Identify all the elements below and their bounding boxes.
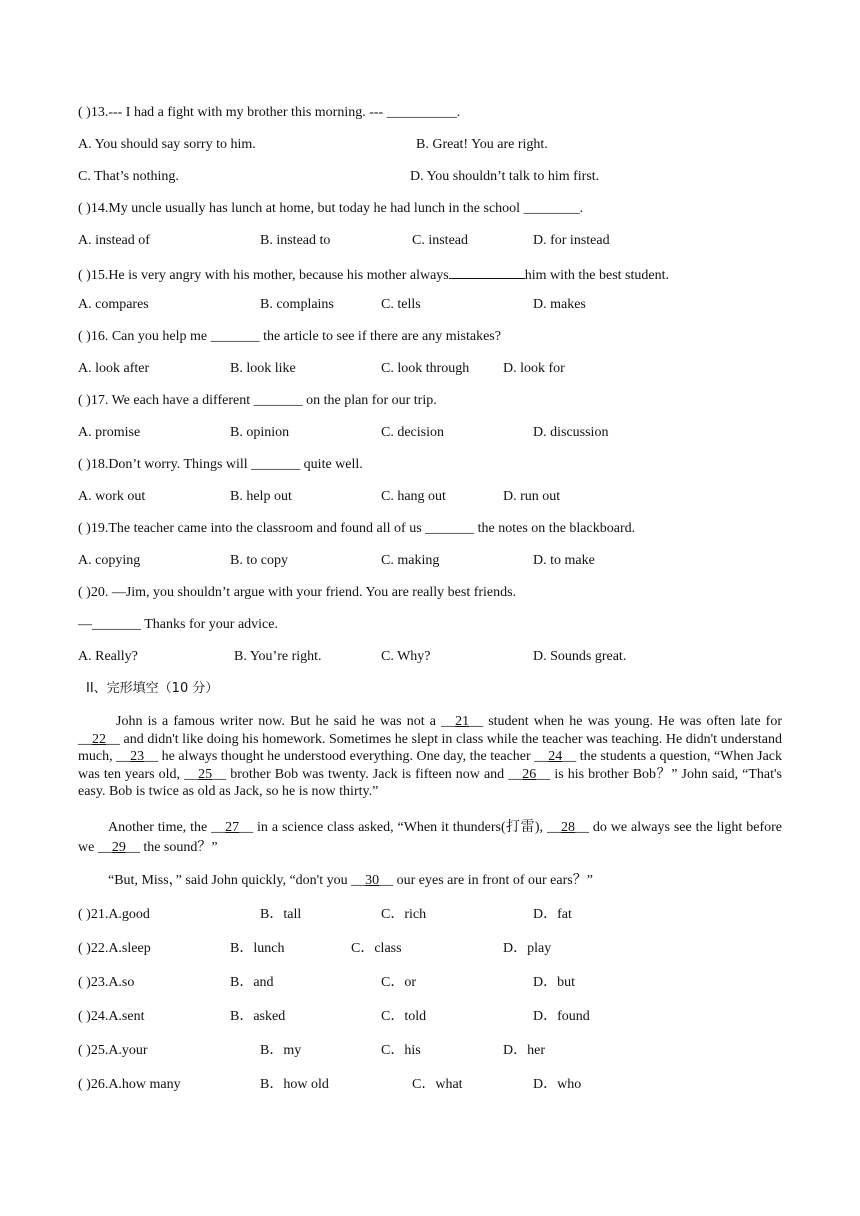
q19-option-c: C. making: [381, 553, 440, 568]
cloze-26-option-c: C．what: [412, 1077, 463, 1092]
q13-option-a: A. You should say sorry to him.: [78, 137, 256, 152]
cloze-22-option-d: D．play: [503, 941, 552, 956]
question-19-stem: ( )19.The teacher came into the classroom and found all of us _______ the notes on the blackboard.: [78, 521, 636, 536]
blank-number: 29: [111, 840, 126, 855]
cloze-23-option-c: C．or: [381, 975, 416, 990]
q13-option-b: B. Great! You are right.: [416, 137, 548, 152]
q20-option-d: D. Sounds great.: [533, 649, 627, 664]
q18-option-c: C. hang out: [381, 489, 446, 504]
blank-number: 30: [365, 873, 380, 888]
question-20-stem: ( )20. —Jim, you shouldn’t argue with your friend. You are really best friends.: [78, 585, 517, 600]
passage-text: __ brother Bob was twenty. Jack is fifteen now and __: [212, 766, 523, 782]
passage-paragraph-2: [78, 818, 782, 858]
q14-option-b: B. instead to: [260, 233, 331, 248]
blank-number: 23: [130, 749, 145, 764]
passage-text: __ and didn't like doing his homework. Sometimes he slept in class while the teacher was teaching. He didn't understand much, __: [78, 731, 782, 764]
blank-number: 25: [198, 766, 213, 782]
q16-option-b: B. look like: [230, 361, 296, 376]
q15-stem-after: him with the best student.: [524, 268, 669, 283]
q19-option-b: B. to copy: [230, 553, 288, 568]
question-14-stem: ( )14.My uncle usually has lunch at home, but today he had lunch in the school ________.: [78, 201, 584, 216]
section-title: II、完形填空（10 分）: [86, 681, 219, 696]
q17-option-a: A. promise: [78, 425, 141, 440]
q16-option-d: D. look for: [503, 361, 565, 376]
passage-text: __ he always thought he understood everything. One day, the teacher __: [144, 749, 549, 764]
q15-option-b: B. complains: [260, 297, 334, 312]
passage-text: __ do we always see the light before we __: [78, 820, 782, 855]
q19-option-d: D. to make: [533, 553, 595, 568]
blank-number: 26: [522, 766, 537, 782]
cloze-22-option-b: B．lunch: [230, 941, 285, 956]
cloze-23-stem: ( )23.A.so: [78, 975, 135, 990]
blank-number: 21: [455, 714, 470, 729]
cloze-21-option-b: B．tall: [260, 907, 302, 922]
q18-option-d: D. run out: [503, 489, 561, 504]
q15-stem-before: ( )15.He is very angry with his mother, because his mother always: [78, 268, 449, 283]
passage-text: __ our eyes are in front of our ears？”: [379, 873, 593, 888]
q14-option-d: D. for instead: [533, 233, 610, 248]
cloze-24-option-c: C．told: [381, 1009, 427, 1024]
q20-option-b: B. You’re right.: [234, 649, 322, 664]
passage-text: __ the sound？”: [125, 840, 218, 855]
q14-option-c: C. instead: [412, 233, 468, 248]
q15-option-c: C. tells: [381, 297, 421, 312]
cloze-21-option-d: D．fat: [533, 907, 572, 922]
cloze-23-option-d: D．but: [533, 975, 575, 990]
question-16-stem: ( )16. Can you help me _______ the article to see if there are any mistakes?: [78, 329, 501, 344]
passage-text: __ is his brother Bob？” John said, “That's easy. Bob is twice as old as Jack, so he is now thirty.”: [78, 766, 782, 799]
cloze-23-option-b: B．and: [230, 975, 274, 990]
cloze-26-stem: ( )26.A.how many: [78, 1077, 181, 1092]
question-20-reply: —_______ Thanks for your advice.: [78, 617, 278, 632]
q15-answer-blank[interactable]: [449, 264, 525, 279]
cloze-24-stem: ( )24.A.sent: [78, 1009, 145, 1024]
blank-number: 27: [225, 820, 240, 835]
q17-option-d: D. discussion: [533, 425, 609, 440]
blank-number: 22: [92, 731, 106, 747]
q20-option-a: A. Really?: [78, 649, 138, 664]
blank-number: 24: [548, 749, 563, 764]
passage-text: __ in a science class asked, “When it thunders(打雷), __: [239, 820, 561, 835]
question-17-stem: ( )17. We each have a different _______ on the plan for our trip.: [78, 393, 437, 408]
q18-option-a: A. work out: [78, 489, 146, 504]
q15-option-d: D. makes: [533, 297, 586, 312]
passage-paragraph-1: [78, 713, 782, 801]
cloze-24-option-d: D．found: [533, 1009, 590, 1024]
cloze-24-option-b: B．asked: [230, 1009, 286, 1024]
cloze-22-option-c: C．class: [351, 941, 402, 956]
cloze-26-option-b: B．how old: [260, 1077, 329, 1092]
cloze-22-stem: ( )22.A.sleep: [78, 941, 151, 956]
q17-option-c: C. decision: [381, 425, 444, 440]
q18-option-b: B. help out: [230, 489, 292, 504]
passage-text: “But, Miss，” said John quickly, “don't you __: [108, 873, 366, 888]
passage-text: __ the students a question, “When Jack was ten years old, __: [78, 749, 783, 782]
question-18-stem: ( )18.Don’t worry. Things will _______ quite well.: [78, 457, 363, 472]
q16-option-a: A. look after: [78, 361, 150, 376]
cloze-25-option-d: D．her: [503, 1043, 545, 1058]
passage-text: __ student when he was young. He was often late for __: [78, 714, 782, 747]
question-13-stem: ( )13.--- I had a fight with my brother this morning. --- __________.: [78, 105, 461, 120]
cloze-25-option-b: B．my: [260, 1043, 302, 1058]
q13-option-d: D. You shouldn’t talk to him first.: [410, 169, 600, 184]
q13-option-c: C. That’s nothing.: [78, 169, 179, 184]
q15-option-a: A. compares: [78, 297, 149, 312]
passage-paragraph-3: [78, 872, 782, 890]
question-15-stem: [78, 264, 669, 285]
cloze-25-stem: ( )25.A.your: [78, 1043, 148, 1058]
q16-option-c: C. look through: [381, 361, 470, 376]
cloze-26-option-d: D．who: [533, 1077, 582, 1092]
passage-text: John is a famous writer now. But he said he was not a __: [116, 714, 456, 729]
q14-option-a: A. instead of: [78, 233, 150, 248]
cloze-25-option-c: C．his: [381, 1043, 421, 1058]
blank-number: 28: [560, 820, 575, 835]
q19-option-a: A. copying: [78, 553, 141, 568]
q17-option-b: B. opinion: [230, 425, 290, 440]
q20-option-c: C. Why?: [381, 649, 431, 664]
passage-text: Another time, the __: [108, 820, 226, 835]
cloze-21-stem: ( )21.A.good: [78, 907, 150, 922]
cloze-21-option-c: C．rich: [381, 907, 427, 922]
